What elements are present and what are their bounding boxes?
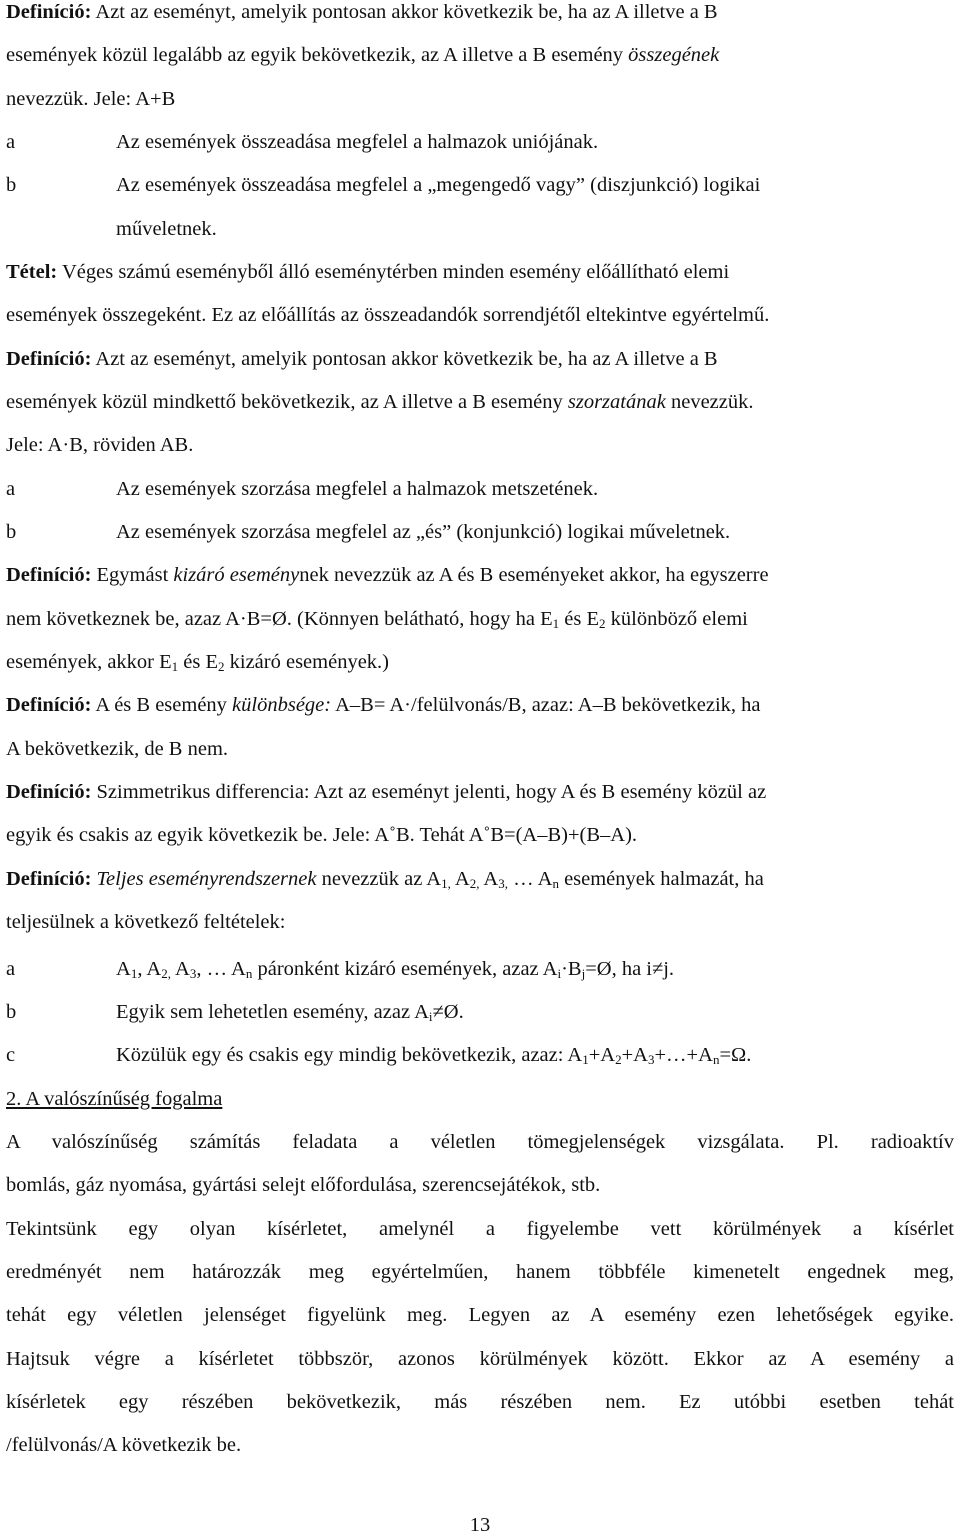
subscript: 2 bbox=[615, 1052, 622, 1067]
text: nevezzük. bbox=[665, 391, 754, 413]
text: különböző elemi bbox=[605, 608, 748, 630]
text: Egymást bbox=[91, 564, 174, 586]
subscript: 2 bbox=[599, 616, 606, 631]
text: +…+A bbox=[654, 1044, 713, 1066]
definition-label: Definíció: bbox=[6, 781, 92, 803]
text: =Ω. bbox=[719, 1044, 752, 1066]
definition-label: Definíció: bbox=[6, 564, 92, 586]
list-marker: a bbox=[6, 478, 16, 500]
page-number: 13 bbox=[469, 1514, 491, 1536]
paragraph-line: bomlás, gáz nyomása, gyártási selejt előfordulása, szerencsejátékok, stb. bbox=[6, 1174, 601, 1196]
list-item-continued: műveletnek. bbox=[116, 218, 217, 240]
text: Azt az eseményt, amelyik pontosan akkor következik be, ha az A illetve a B bbox=[91, 348, 718, 370]
definition-union-line-1 bbox=[6, 0, 718, 24]
subscript: 1 bbox=[582, 1052, 589, 1067]
list-marker: c bbox=[6, 1044, 16, 1066]
text: A és B esemény bbox=[91, 694, 233, 716]
text: , A bbox=[137, 958, 162, 980]
subscript: 1 bbox=[552, 616, 560, 631]
list-marker: b bbox=[6, 521, 17, 543]
definition-symdiff-line-2: egyik és csakis az egyik következik be. Jele: A˚B. Tehát A˚B=(A–B)+(B–A). bbox=[6, 824, 638, 846]
paragraph-line: kísérletek egy részében bekövetkezik, más részében nem. Ez utóbbi esetben tehát bbox=[6, 1391, 954, 1413]
text: Egyik sem lehetetlen esemény, azaz A bbox=[116, 1001, 429, 1023]
paragraph-line: Tekintsünk egy olyan kísérletet, amelynél a figyelembe vett körülmények a kísérlet bbox=[6, 1218, 954, 1240]
text: +A bbox=[621, 1044, 648, 1066]
subscript: 1, bbox=[441, 876, 451, 891]
italic-term: szorzatának bbox=[567, 391, 666, 413]
subscript: n bbox=[552, 876, 559, 891]
list-marker: b bbox=[6, 1001, 17, 1023]
subscript: 1 bbox=[130, 966, 138, 981]
theorem-line-1 bbox=[6, 260, 729, 284]
text: páronként kizáró események, azaz A bbox=[252, 958, 558, 980]
paragraph-line: tehát egy véletlen jelenséget figyelünk meg. Legyen az A esemény ezen lehetőségek egyike. bbox=[6, 1304, 954, 1326]
definition-symdiff-line-1 bbox=[6, 780, 766, 804]
subscript: i bbox=[557, 966, 562, 981]
text: =Ø, ha i≠j. bbox=[585, 958, 675, 980]
theorem-label: Tétel: bbox=[6, 261, 58, 283]
subscript: 3 bbox=[648, 1052, 655, 1067]
definition-label: Definíció: bbox=[6, 348, 92, 370]
definition-complete-system-line-1 bbox=[6, 867, 764, 891]
definition-label: Definíció: bbox=[6, 694, 92, 716]
section-heading: 2. A valószínűség fogalma bbox=[6, 1088, 223, 1110]
text: kizáró események.) bbox=[224, 651, 390, 673]
list-item: Az események összeadása megfelel a „megengedő vagy” (diszjunkció) logikai bbox=[116, 174, 761, 196]
list-marker: a bbox=[6, 131, 16, 153]
theorem-line-2: események összegeként. Ez az előállítás az összeadandók sorrendjétől eltekintve egyértelmű. bbox=[6, 304, 770, 326]
paragraph-line: /felülvonás/A következik be. bbox=[6, 1434, 242, 1456]
italic-term: összegének bbox=[628, 44, 720, 66]
paragraph-line: eredményét nem határozzák meg egyértelműen, hanem többféle kimenetelt engednek meg, bbox=[6, 1261, 954, 1283]
text: A bbox=[450, 868, 470, 890]
definition-product-line-3: Jele: A·B, röviden AB. bbox=[6, 434, 194, 456]
paragraph-line: A valószínűség számítás feladata a véletlen tömegjelenségek vizsgálata. Pl. radioaktív bbox=[6, 1131, 954, 1153]
text: Azt az eseményt, amelyik pontosan akkor következik be, ha az A illetve a B bbox=[91, 1, 718, 23]
definition-complete-system-line-2: teljesülnek a következő feltételek: bbox=[6, 911, 286, 933]
list-item bbox=[116, 1000, 464, 1024]
definition-product-line-2 bbox=[6, 390, 754, 414]
definition-exclusive-line-3 bbox=[6, 650, 389, 674]
text: nevezzük az A bbox=[316, 868, 442, 890]
definition-union-line-3: nevezzük. Jele: A+B bbox=[6, 88, 176, 110]
text: események közül legalább az egyik bekövetkezik, az A illetve a B esemény bbox=[6, 44, 629, 66]
paragraph-line: Hajtsuk végre a kísérletet többször, azonos körülmények között. Ekkor az A esemény a bbox=[6, 1348, 954, 1370]
subscript: n bbox=[245, 966, 253, 981]
text: A bbox=[479, 868, 499, 890]
text: nek nevezzük az A és B eseményeket akkor, ha egyszerre bbox=[299, 564, 769, 586]
list-item bbox=[116, 957, 674, 981]
text: Közülük egy és csakis egy mindig bekövetkezik, azaz: A bbox=[116, 1044, 583, 1066]
definition-union-line-2 bbox=[6, 43, 719, 67]
definition-difference-line-1 bbox=[6, 693, 761, 717]
definition-label: Definíció: bbox=[6, 1, 92, 23]
text: ≠Ø. bbox=[432, 1001, 464, 1023]
text: A bbox=[116, 958, 131, 980]
italic-term: kizáró esemény bbox=[173, 564, 300, 586]
definition-label: Definíció: bbox=[6, 868, 92, 890]
definition-difference-line-2: A bekövetkezik, de B nem. bbox=[6, 738, 229, 760]
text: események közül mindkettő bekövetkezik, az A illetve a B esemény bbox=[6, 391, 568, 413]
text: események halmazát, ha bbox=[558, 868, 764, 890]
text: és E bbox=[178, 651, 219, 673]
text: Véges számú eseményből álló eseménytérben minden esemény előállítható elemi bbox=[57, 261, 730, 283]
list-item bbox=[116, 1043, 751, 1067]
list-marker: a bbox=[6, 958, 16, 980]
text: Szimmetrikus differencia: Azt az eseményt jelenti, hogy A és B esemény közül az bbox=[91, 781, 767, 803]
list-marker: b bbox=[6, 174, 17, 196]
list-item: Az események összeadása megfelel a halmazok uniójának. bbox=[116, 131, 599, 153]
definition-product-line-1 bbox=[6, 347, 718, 371]
text: nem következnek be, azaz A·B=Ø. (Könnyen belátható, hogy ha E bbox=[6, 608, 553, 630]
list-item: Az események szorzása megfelel a halmazok metszetének. bbox=[116, 478, 599, 500]
subscript: i bbox=[428, 1009, 433, 1024]
text: ·B bbox=[561, 958, 582, 980]
subscript: 2, bbox=[469, 876, 480, 891]
text: , … A bbox=[196, 958, 246, 980]
subscript: j bbox=[581, 966, 586, 981]
subscript: n bbox=[712, 1052, 720, 1067]
subscript: 3, bbox=[498, 876, 508, 891]
text: A–B= A·/felülvonás/B, azaz: A–B bekövetkezik, ha bbox=[331, 694, 761, 716]
subscript: 3 bbox=[189, 966, 197, 981]
text: események, akkor E bbox=[6, 651, 172, 673]
text: +A bbox=[588, 1044, 616, 1066]
subscript: 1 bbox=[171, 659, 179, 674]
definition-exclusive-line-1 bbox=[6, 563, 769, 587]
list-item: Az események szorzása megfelel az „és” (konjunkció) logikai műveletnek. bbox=[116, 521, 731, 543]
subscript: 2, bbox=[161, 966, 171, 981]
subscript: 2 bbox=[218, 659, 225, 674]
italic-term: Teljes eseményrendszernek bbox=[96, 868, 317, 890]
text: és E bbox=[559, 608, 600, 630]
italic-term: különbsége: bbox=[232, 694, 332, 716]
definition-exclusive-line-2 bbox=[6, 607, 748, 631]
text: A bbox=[171, 958, 190, 980]
text: … A bbox=[508, 868, 553, 890]
